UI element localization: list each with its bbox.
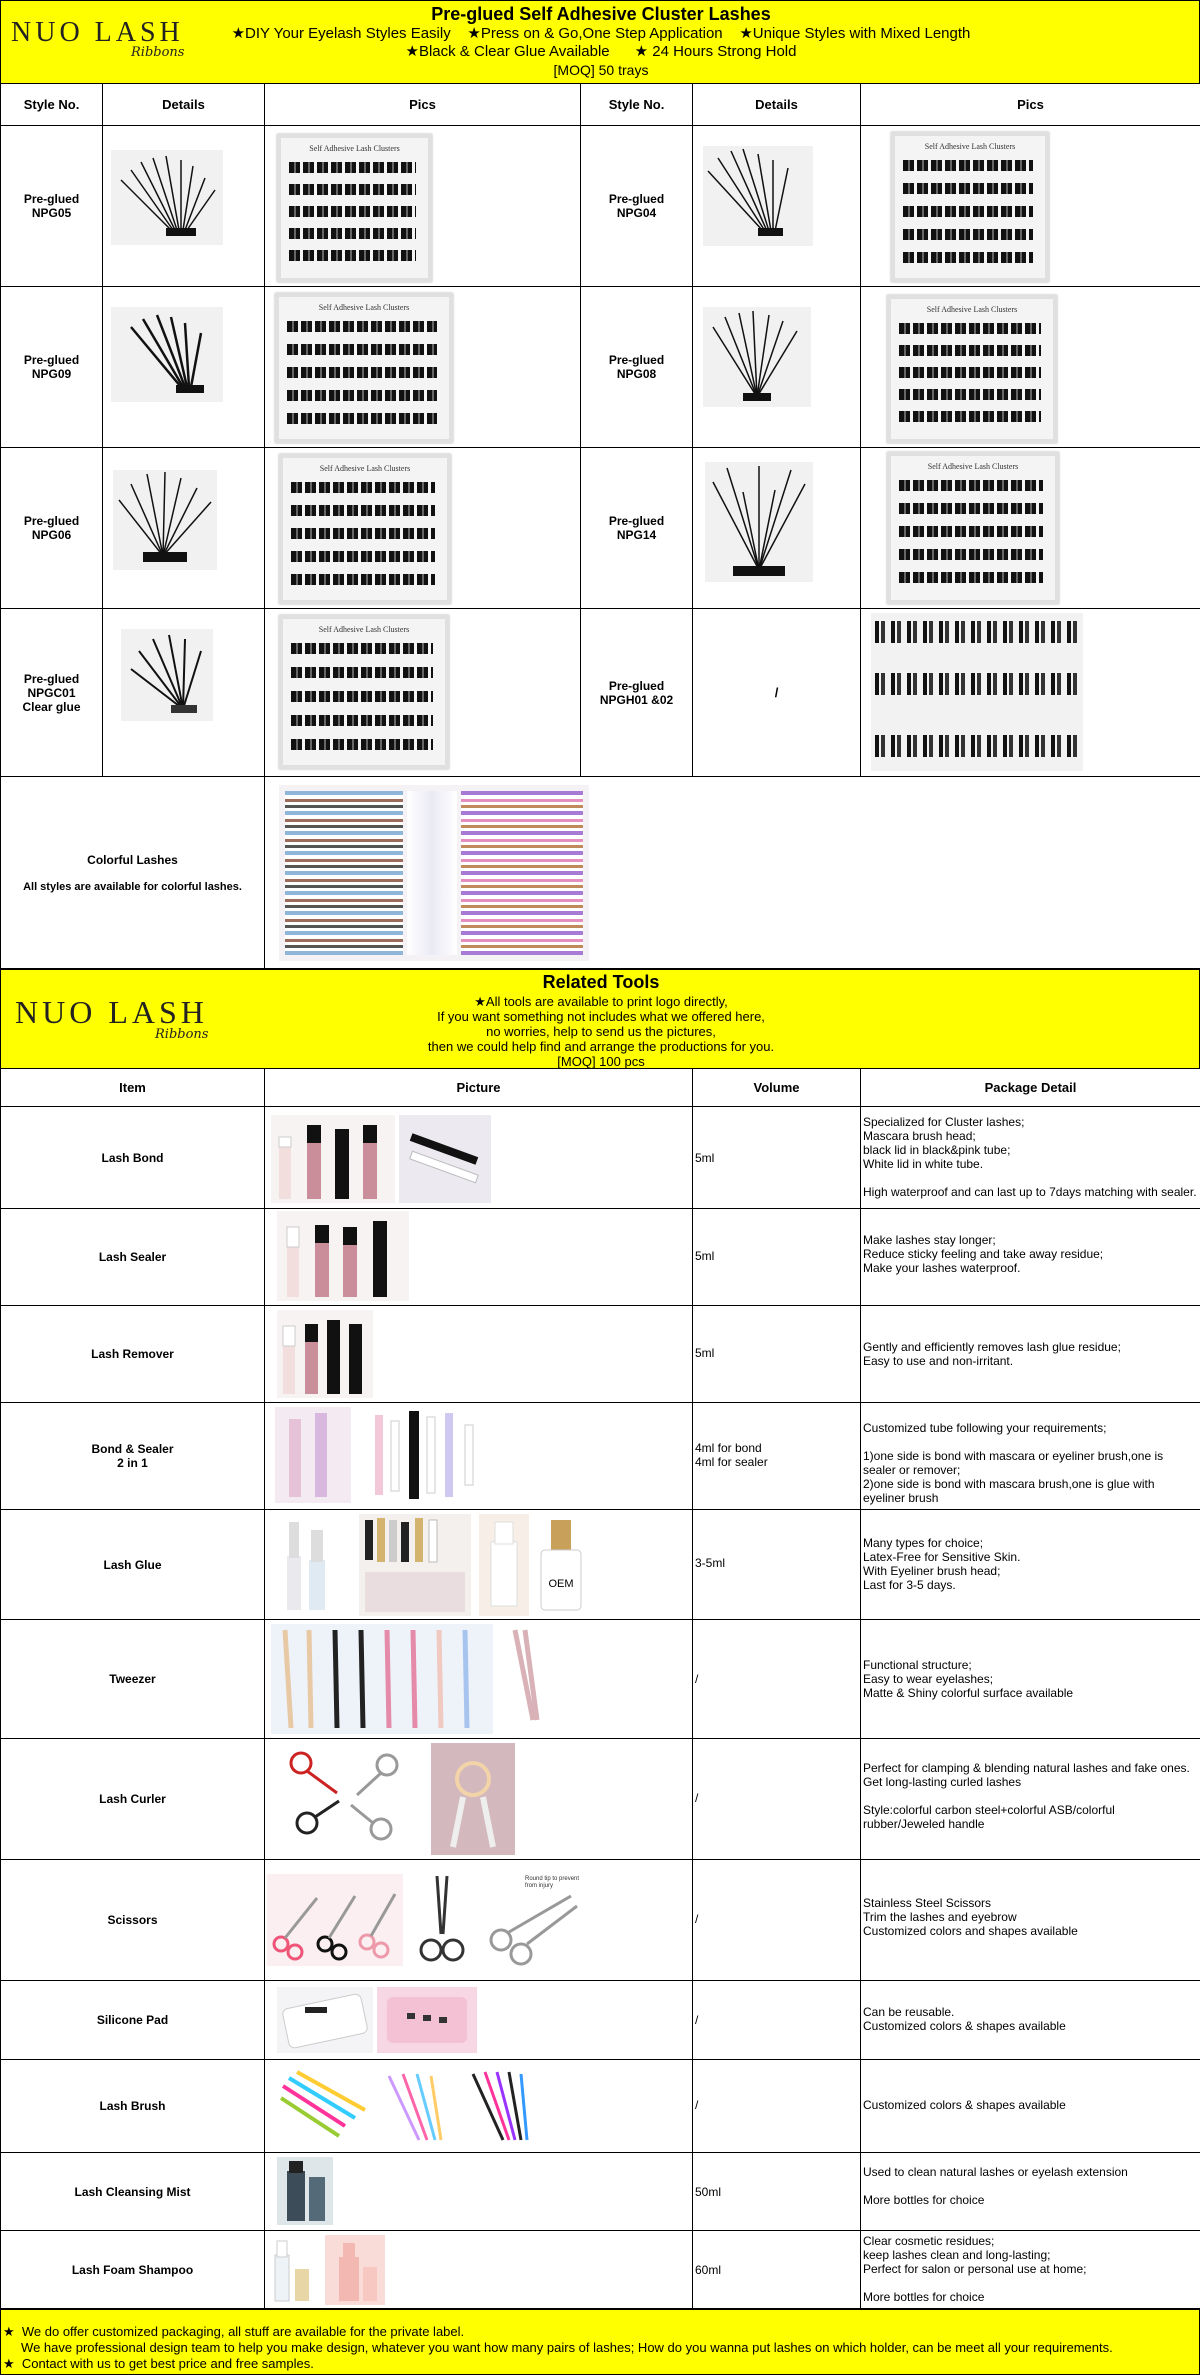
header-pics-2: Pics (861, 84, 1200, 126)
tools-moq: [MOQ] 100 pcs (557, 1054, 645, 1069)
item-silicone-pad: Silicone Pad (1, 1981, 265, 2060)
lash-cluster-icon (113, 470, 217, 570)
tools-line-4: then we could help find and arrange the productions for you. (427, 1039, 775, 1054)
detail-scissors: Stainless Steel Scissors Trim the lashes and eyebrow Customized colors and shapes available (861, 1860, 1200, 1981)
header-picture: Picture (265, 1069, 693, 1107)
picture-cell (265, 1510, 693, 1620)
item-lash-glue: Lash Glue (1, 1510, 265, 1620)
foam-shampoo-image (267, 2235, 317, 2305)
lash-bond-image (271, 1115, 395, 1203)
lash-cluster-image (111, 307, 223, 402)
lash-cluster-image (703, 146, 813, 246)
tray-label: Self Adhesive Lash Clusters (318, 625, 410, 634)
tray-label: Self Adhesive Lash Clusters (319, 464, 411, 473)
lash-tray-image (279, 615, 449, 769)
bond-sealer-image (275, 1407, 351, 1503)
lash-cluster-image (705, 462, 813, 582)
detail-cell (103, 609, 265, 777)
lash-tray-image (887, 452, 1059, 604)
silicone-pad-image (277, 1987, 373, 2053)
header-style-no-2: Style No. (581, 84, 693, 126)
lash-cluster-image (121, 629, 213, 721)
volume-lash-remover: 5ml (693, 1306, 861, 1403)
lash-cluster-image (113, 470, 217, 570)
pic-cell (861, 448, 1200, 609)
picture-cell (265, 1209, 693, 1306)
lash-remover-image (277, 1310, 373, 1398)
pic-cell (265, 448, 581, 609)
detail-cell (103, 448, 265, 609)
bond-sealer-image-2 (365, 1407, 495, 1503)
tools-title: Related Tools (542, 972, 660, 992)
header-style-no: Style No. (1, 84, 103, 126)
detail-cell (693, 448, 861, 609)
oem-label: OEM (548, 1578, 574, 1590)
volume-lash-cleansing-mist: 50ml (693, 2153, 861, 2231)
lash-strip-image (871, 613, 1083, 771)
item-lash-curler: Lash Curler (1, 1739, 265, 1860)
detail-bond-sealer: Customized tube following your requirements; 1)one side is bond with mascara or eyeliner brush,one is sealer or remover; 2)one side is bond with mascara brush,one is glue with eyeliner brush (861, 1403, 1200, 1510)
item-scissors: Scissors (1, 1860, 265, 1981)
volume-lash-bond: 5ml (693, 1107, 861, 1209)
detail-cell (103, 126, 265, 287)
volume-tweezer: / (693, 1620, 861, 1739)
header-volume: Volume (693, 1069, 861, 1107)
tools-table (0, 1069, 1200, 2309)
picture-cell (265, 2231, 693, 2309)
lash-cluster-icon (703, 307, 811, 407)
picture-cell (265, 1739, 693, 1860)
lash-cluster-icon (111, 150, 223, 245)
volume-lash-glue: 3-5ml (693, 1510, 861, 1620)
cleansing-mist-image (277, 2157, 333, 2225)
tray-label: Self Adhesive Lash Clusters (924, 142, 1016, 151)
moq-text: [MOQ] 50 trays (553, 62, 649, 78)
scissors-note: Round tip to prevent from injury (525, 1876, 580, 1889)
tools-line-2: If you want something not includes what we offered here, (437, 1009, 765, 1024)
tools-brand-logo (15, 994, 235, 1042)
item-lash-bond: Lash Bond (1, 1107, 265, 1209)
pic-cell (861, 287, 1200, 448)
tweezer-image (271, 1624, 493, 1734)
colorful-lashes-cell (1, 777, 265, 969)
lash-glue-image-3 (479, 1514, 529, 1616)
tools-line-1: ★All tools are available to print logo directly, (474, 994, 728, 1009)
detail-cell (693, 287, 861, 448)
lash-cluster-icon (703, 146, 813, 246)
detail-lash-remover: Gently and efficiently removes lash glue residue; Easy to use and non-irritant. (861, 1306, 1200, 1403)
item-bond-sealer: Bond & Sealer 2 in 1 (1, 1403, 265, 1510)
volume-lash-foam-shampoo: 60ml (693, 2231, 861, 2309)
picture-cell (265, 2060, 693, 2153)
lash-cluster-icon (705, 462, 813, 582)
header-item: Item (1, 1069, 265, 1107)
scissors-image-3 (481, 1870, 591, 1970)
page-title: Pre-glued Self Adhesive Cluster Lashes (431, 4, 771, 24)
lash-curler-image (277, 1743, 417, 1855)
detail-lash-cleansing-mist: Used to clean natural lashes or eyelash extension More bottles for choice (861, 2153, 1200, 2231)
style-npg06: Pre-glued NPG06 (1, 448, 103, 609)
item-lash-foam-shampoo: Lash Foam Shampoo (1, 2231, 265, 2309)
pic-cell (265, 609, 581, 777)
lash-tray-image (277, 134, 432, 282)
picture-cell (265, 1981, 693, 2060)
tray-label: Self Adhesive Lash Clusters (309, 144, 400, 153)
item-lash-brush: Lash Brush (1, 2060, 265, 2153)
style-npgh01-02: Pre-glued NPGH01 &02 (581, 609, 693, 777)
lash-cluster-icon (111, 307, 223, 402)
item-tweezer: Tweezer (1, 1620, 265, 1739)
style-npgc01: Pre-glued NPGC01 Clear glue (1, 609, 103, 777)
brand-logo (11, 17, 191, 60)
colorful-title: Colorful Lashes (87, 852, 178, 867)
colorful-note: All styles are available for colorful lashes. (23, 880, 242, 893)
top-banner (0, 0, 1200, 84)
style-npg09: Pre-glued NPG09 (1, 287, 103, 448)
tools-banner (0, 969, 1200, 1069)
lash-glue-image (279, 1516, 339, 1614)
header-package-detail: Package Detail (861, 1069, 1200, 1107)
lash-tray-image (279, 454, 451, 604)
pic-cell (265, 287, 581, 448)
lash-brush-image-2 (379, 2066, 459, 2148)
volume-lash-curler: / (693, 1739, 861, 1860)
feature-line-2: ★Black & Clear Glue Available ★ 24 Hours Strong Hold (405, 43, 797, 60)
volume-silicone-pad: / (693, 1981, 861, 2060)
footer-line-3: ★ Contact with us to get best price and free samples. (3, 2356, 314, 2371)
volume-lash-sealer: 5ml (693, 1209, 861, 1306)
foam-shampoo-image-2 (325, 2235, 385, 2305)
lash-tray-image (275, 293, 453, 443)
logo-text: NUO LASH (15, 994, 208, 1030)
logo-text: NUO LASH (11, 17, 184, 48)
pic-cell (861, 609, 1200, 777)
scissors-image (267, 1874, 403, 1966)
lash-bond-image-2 (399, 1115, 491, 1203)
lash-cluster-image (703, 307, 811, 407)
style-npg08: Pre-glued NPG08 (581, 287, 693, 448)
lash-cluster-icon (121, 629, 213, 721)
picture-cell (265, 2153, 693, 2231)
item-lash-sealer: Lash Sealer (1, 1209, 265, 1306)
detail-lash-sealer: Make lashes stay longer; Reduce sticky feeling and take away residue; Make your lashes waterproof. (861, 1209, 1200, 1306)
tray-label: Self Adhesive Lash Clusters (318, 303, 410, 312)
footer-line-1: ★ We do offer customized packaging, all stuff are available for the private label. (3, 2324, 465, 2339)
lash-cluster-image (111, 150, 223, 245)
logo-subtext: Ribbons (155, 1027, 209, 1042)
lash-tray-image (891, 132, 1049, 282)
style-npg05: Pre-glued NPG05 (1, 126, 103, 287)
volume-scissors: / (693, 1860, 861, 1981)
style-table (0, 84, 1200, 969)
pic-cell (265, 126, 581, 287)
colorful-pic-cell (265, 777, 1200, 969)
footer-line-2: We have professional design team to help you make design, whatever you want how many pairs of lashes; How do you wanna put lashes on which holder, can be meet all your requirements. (3, 2340, 1113, 2355)
detail-lash-foam-shampoo: Clear cosmetic residues; keep lashes clean and long-lasting; Perfect for salon or personal use at home; More bottles for choice (861, 2231, 1200, 2309)
lash-sealer-image (277, 1211, 409, 1301)
style-npg04: Pre-glued NPG04 (581, 126, 693, 287)
footer-banner (0, 2309, 1200, 2375)
feature-line-1: ★DIY Your Eyelash Styles Easily ★Press on & Go,One Step Application ★Unique Styles with Mixed Length (231, 25, 971, 42)
lash-brush-image (275, 2066, 375, 2148)
header-details-2: Details (693, 84, 861, 126)
volume-bond-sealer: 4ml for bond 4ml for sealer (693, 1403, 861, 1510)
detail-lash-glue: Many types for choice; Latex-Free for Sensitive Skin. With Eyeliner brush head; Last for 3-5 days. (861, 1510, 1200, 1620)
tools-line-3: no worries, help to send us the pictures, (486, 1024, 716, 1039)
item-lash-remover: Lash Remover (1, 1306, 265, 1403)
detail-lash-bond: Specialized for Cluster lashes; Mascara brush head; black lid in black&pink tube; White lid in white tube. High waterproof and can last up to 7days matching with sealer. (861, 1107, 1200, 1209)
picture-cell (265, 1620, 693, 1739)
tray-label: Self Adhesive Lash Clusters (927, 462, 1019, 471)
lash-glue-oem-image (533, 1514, 589, 1616)
detail-cell (693, 126, 861, 287)
detail-silicone-pad: Can be reusable. Customized colors & shapes available (861, 1981, 1200, 2060)
item-lash-cleansing-mist: Lash Cleansing Mist (1, 2153, 265, 2231)
picture-cell (265, 1403, 693, 1510)
pic-cell (861, 126, 1200, 287)
colorful-lashes-image (279, 785, 589, 961)
detail-lash-curler: Perfect for clamping & blending natural lashes and fake ones. Get long-lasting curled lashes Style:colorful carbon steel+colorful ASB/colorful rubber/Jeweled handle (861, 1739, 1200, 1860)
detail-slash: / (693, 609, 861, 777)
picture-cell (265, 1860, 693, 1981)
silicone-pad-image-2 (377, 1987, 477, 2053)
style-npg14: Pre-glued NPG14 (581, 448, 693, 609)
detail-tweezer: Functional structure; Easy to wear eyelashes; Matte & Shiny colorful surface available (861, 1620, 1200, 1739)
volume-lash-brush: / (693, 2060, 861, 2153)
scissors-image-2 (409, 1870, 475, 1970)
tray-label: Self Adhesive Lash Clusters (926, 305, 1018, 314)
header-pics: Pics (265, 84, 581, 126)
logo-subtext: Ribbons (131, 45, 185, 60)
lash-glue-image-2 (359, 1514, 471, 1616)
lash-curler-image-2 (431, 1743, 515, 1855)
detail-cell (103, 287, 265, 448)
tweezer-image-2 (503, 1624, 559, 1734)
detail-lash-brush: Customized colors & shapes available (861, 2060, 1200, 2153)
lash-brush-image-3 (463, 2066, 543, 2148)
picture-cell (265, 1306, 693, 1403)
lash-tray-image (887, 295, 1057, 443)
header-details: Details (103, 84, 265, 126)
picture-cell (265, 1107, 693, 1209)
